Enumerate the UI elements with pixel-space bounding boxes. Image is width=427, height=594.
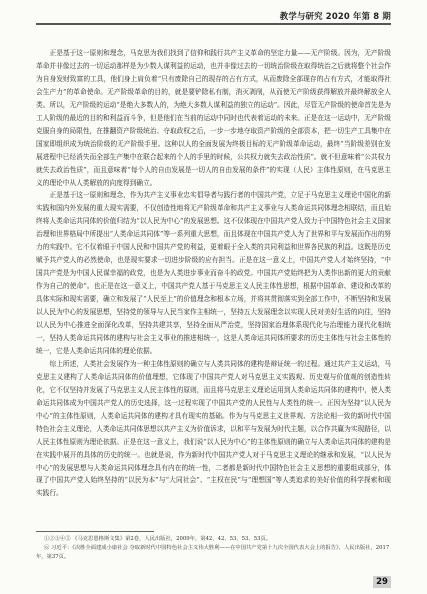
paragraph-2: 正是基于这一原则和理念，作为共产主义事业忠实倡导者与践行者的中国共产党，立足于马克思主义理论中国化的新实践和国内外发展的重大现实需要，不仅创造性地将无产阶级革命和共产主义事业与人类命运共同体理念相联结，而且始终将人类命运共同体的价值归结为“以人民为中心”的发展思想。这不仅体现在中国共产党人致力于中国特色社会主义国家治理和世界格局中所提出“人类命运共同体”等一系列重大思想，而且体现在中国共产党人为了世界和平与发展而作出的努力的实践中。它不仅着眼于中国人民和中国共产党的利益，更着眼于全人类的共同利益和世界各民族的利益。这既是历史赋予共产党人的必然使命，也是现实要求一切进步阶级的应有担当。正是在这一意义上，中国共产党人才始终坚持，“中国共产党是为中国人民谋幸福的政党，也是为人类进步事业而奋斗的政党。中国共产党始终把为人类作出新的更大的贡献作为自己的使命”。也正是在这一意义上，中国共产党人基于马克思主义人民主体性思想，根据中国革命、建设和改革的具体实际和现实需要，确立和发展了“人民至上”的价值理念和根本立场，并将其贯彻落实到全部工作中，不断坚持和发展以人民为中心的发展思想，坚持党的领导与人民当家作主相统一，坚持五大发展理念以实现人民对美好生活的向往，坚持以人民为中心推进全面深化改革，坚持共建共享，坚持全面从严治党，坚持国家治理体系现代化与治理能力现代化相统一，坚持人类命运共同体的建构与社会主义事业的推进相统一，这是人类命运共同体所要求的历史主体性与社会主体性的统一，它是人类命运共同体的理论依据。 (36, 191, 391, 355)
page-header (0, 0, 427, 24)
footnote-rule (36, 531, 154, 532)
journal-title: 教学与研究 2020 年第 8 期 (279, 11, 391, 21)
footnote-2: ⑥ 习近平：《决胜全面建成小康社会 夺取新时代中国特色社会主义伟大胜利——在中国共产党第十九次全国代表大会上的报告》，人民出版社，2017年，第37页。 (36, 545, 390, 560)
header-rule (36, 23, 391, 25)
paragraph-3: 综上所述，人类社会发展作为一种主体性原则的确立与人类共同体的建构是辩证统一的过程。通过共产主义运动，马克思主义建构了人类命运共同体的价值理想，它体现了中国共产党人对马克思主义实践观、历史观与价值观的创造性转化，它不仅坚持并发展了马克思主义人民主体性的原则，而且将马克思主义理论运用到人类命运共同体的建构中，使人类命运共同体成为中国共产党人的历史选择，这一过程实现了中国共产党的人民性与人类性的统一。正因为坚持“以人民为中心”的主体性原则，人类命运共同体的建构才具有现实的基础。作为与马克思主义世界观、方法论相一致的新时代中国特色社会主义理论，人类命运共同体思想以共产主义为价值诉求，以和平与发展为时代主题，以合作共赢为实现路径，以人民主体性原则为理论依据。正是在这一意义上，我们说“以人民为中心”的主体性原则的确立与人类命运共同体的建构是在实践中展开的具体的历史的统一。也就是说，作为新时代中国共产党人对于马克思主义理论的继承和发展，“以人民为中心”的发展思想与人类命运共同体理念具有内在的统一性，二者都是新时代中国特色社会主义思想的重要组成部分，体现了中国共产党人始终坚持的“以民为本”与“大同社会”、“主权在民”与“理想国”等人类追求的美好价值的科学探索和现实践行。 (36, 359, 391, 498)
article-body (36, 47, 391, 500)
footnote-1: ①②③④⑤ 《马克思恩格斯文集》第2卷，人民出版社，2009年，第42、42、53、53、53页。 (44, 536, 272, 542)
footnotes (36, 535, 391, 562)
paragraph-1: 正是基于这一原则和理念，马克思为我们找到了信仰和践行共产主义革命的坚定力量——无产阶级。因为，无产阶级革命并非像过去的一切运动那样是为少数人谋利益的运动，也并非像过去的一切统治阶级在取得统治之后就将整个社会作为自身发财致富的工具，他们身上肩负着“只有废除自己的现存的占有方式，从而废除全部现存的占有方式，才能取得社会生产力”的革命使命。无产阶级革命的目的，就是要铲除私有制，消灭剥削，从而使无产阶级获得解放并最终解放全人类。所以，无产阶级的运动“是绝大多数人的，为绝大多数人谋利益的独立的运动”。因此，尽管无产阶级的使命首先是为工人阶级的最近的目的和利益而斗争，但是他们在当前的运动中同时也代表着运动的未来。正是在这一运动中，无产阶级克服自身的局限性，在推翻资产阶级统治、夺取政权之后，一步一步地夺取资产阶级的全部资本，把一切生产工具集中在国家即组织成为统治阶级的无产阶级手里。这种以人的全面发展为终极目标的无产阶级革命运动，最终“当阶级差别在发展进程中已经消失而全部生产集中在联合起来的个人的手里的时候，公共权力就失去政治性质”。就不但意味着“公共权力就失去政治性质”，而且意味着“每个人的自由发展是一切人的自由发展的条件”的实现（人民）主体性原则，在马克思主义的理论中从人类解放的向度得到确立。 (36, 49, 391, 187)
page-number: 29 (376, 577, 388, 587)
